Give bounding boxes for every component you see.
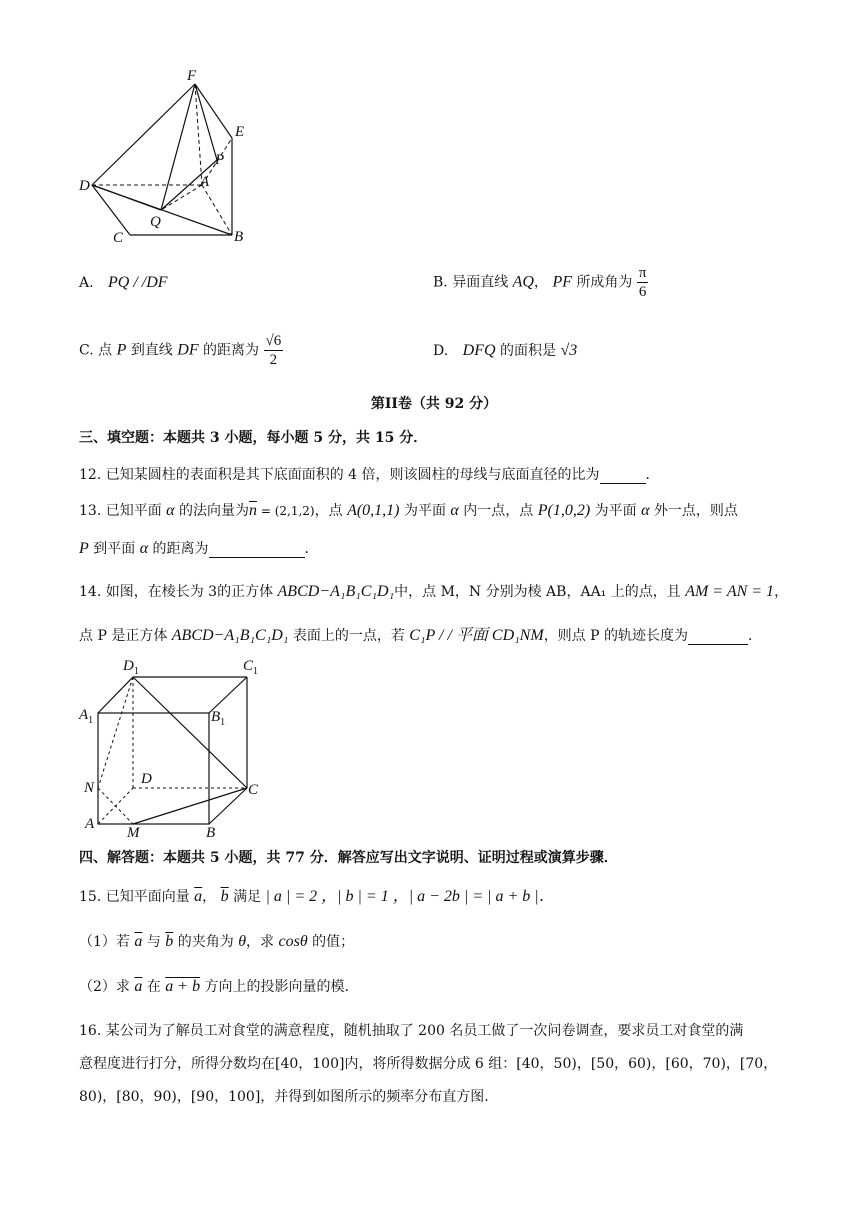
q15-text: 满足: [233, 889, 262, 905]
label-N: N: [84, 780, 95, 796]
section-4-title: 四、解答题：本题共 5 小题，共 77 分．解答应写出文字说明、证明过程或演算步骤．: [79, 850, 618, 866]
option-b-sep: ，: [533, 274, 548, 291]
option-c-expr: DF: [177, 341, 199, 359]
label-A: A: [85, 816, 95, 832]
label-F: F: [187, 68, 197, 84]
option-b-text2: 所成角为: [576, 274, 633, 291]
answer-blank[interactable]: [600, 469, 646, 484]
q13-point-p: P(1,0,2): [537, 502, 591, 519]
q15-text: 的值；: [312, 934, 355, 950]
q15-condition: | a | = 2 ，| b | = 1 ，| a − 2b | = | a + b |．: [265, 888, 555, 905]
q13-text: 13. 已知平面: [79, 503, 162, 519]
q15-text: 与: [146, 934, 161, 950]
q15-text: （1）若: [79, 934, 130, 950]
question-13-line1: [79, 502, 738, 520]
q13-end: ．: [304, 541, 319, 557]
q12-end: ．: [645, 467, 660, 483]
label-C: C: [248, 782, 259, 798]
option-a-expr: PQ / /DF: [108, 274, 168, 291]
q13-text: 为平面: [594, 503, 637, 519]
q14-text: 中，点 M，N 分别为棱 AB，AA₁ 上的点，且: [394, 584, 681, 600]
q15-text: ，求: [246, 934, 275, 950]
q15-text: 的夹角为: [177, 934, 234, 950]
option-c-text: 点: [98, 342, 113, 359]
option-d-expr: DFQ: [462, 342, 496, 359]
question-15-part1: [79, 933, 354, 951]
question-16-line1: 16. 某公司为了解员工对食堂的满意程度，随机抽取了 200 名员工做了一次问卷调查，要求员工对食堂的满: [79, 1023, 744, 1039]
q13-text: ，点: [314, 503, 343, 519]
label-Q: Q: [150, 214, 161, 230]
figure-pyramid: [70, 60, 270, 260]
option-d: [433, 342, 577, 360]
vec-a: $\overline{a}$: [134, 933, 143, 950]
question-14-line2: [79, 627, 762, 645]
q13-alpha: α: [166, 502, 175, 519]
q13-text: 内一点，点: [463, 503, 534, 519]
q15-cos: cosθ: [278, 933, 308, 950]
answer-blank[interactable]: [688, 630, 748, 645]
section-2-title: 第II卷（共 92 分）: [370, 396, 498, 412]
section-3-title: 三、填空题：本题共 3 小题，每小题 5 分，共 15 分．: [79, 430, 428, 446]
q13-text: 为平面: [403, 503, 446, 519]
q13-text: 的法向量为: [179, 503, 250, 519]
label-C: C: [113, 230, 124, 246]
option-b: [433, 264, 648, 301]
question-13-line2: [79, 540, 319, 558]
label-M: M: [127, 825, 140, 840]
q13-alpha: α: [641, 502, 650, 519]
q13-point-a: A(0,1,1): [347, 502, 400, 519]
question-12: [79, 466, 660, 484]
q14-text: ，: [774, 584, 789, 600]
q14-cond: AM = AN = 1: [685, 583, 775, 600]
option-b-text: 异面直线: [452, 274, 509, 291]
q14-end: ．: [748, 628, 763, 644]
option-d-value: √3: [560, 342, 578, 359]
vec-b: $\overline{b}$: [165, 933, 174, 950]
q14-cube: ABCD−A₁B₁C₁D₁: [171, 627, 289, 644]
option-c-p: P: [116, 341, 127, 359]
frac-num: π: [638, 265, 647, 281]
q13-alpha: α: [139, 540, 149, 557]
option-c: [79, 332, 283, 369]
vec-a: $\overline{a}$: [134, 978, 143, 995]
option-b-expr2: PF: [552, 273, 572, 291]
q14-text: ，则点 P 的轨迹长度为: [543, 628, 689, 644]
q15-theta: θ: [238, 933, 247, 950]
vec-b: $\overline{b}$: [220, 888, 229, 905]
label-D1: $D_1$: [123, 658, 139, 677]
question-15-line1: 15. 已知平面向量 $\overline{a}$， $\overline{b}$ 满足 | a | = 2 ，| b | = 1 ，| a − 2b | = | a + b |．: [79, 888, 555, 905]
label-B: B: [234, 229, 244, 245]
option-b-expr1: AQ: [512, 273, 534, 291]
option-letter: A.: [79, 275, 94, 291]
q15-text: （2）求: [79, 979, 130, 995]
option-a: [79, 274, 168, 292]
label-B1: $B_1$: [211, 709, 226, 728]
q14-text: 14. 如图，在棱长为 3的正方体: [79, 584, 274, 600]
label-D: D: [79, 178, 90, 194]
q15-text: 方向上的投影向量的模.: [204, 979, 349, 995]
label-A: A: [200, 174, 210, 190]
q15-text: 在: [146, 979, 161, 995]
label-A1: $A_1$: [79, 707, 94, 726]
fraction-pi-over-6: [637, 264, 649, 301]
answer-blank[interactable]: [209, 543, 305, 558]
question-16-line3: 80)，[80，90)，[90，100]，并得到如图所示的频率分布直方图.: [79, 1089, 489, 1105]
q13-text: 到平面: [93, 541, 136, 557]
q12-text: 12. 已知某圆柱的表面积是其下底面面积的 4 倍，则该圆柱的母线与底面直径的比为: [79, 467, 600, 483]
label-C1: $C_1$: [243, 658, 259, 677]
figure-cube: [75, 655, 275, 840]
q14-text: 表面上的一点，若: [292, 628, 405, 644]
q14-parallel: C₁P / / 平面 CD₁NM: [409, 627, 544, 644]
question-15-part2: [79, 978, 349, 996]
frac-num: √6: [265, 333, 282, 349]
label-E: E: [235, 124, 245, 140]
fraction-sqrt6-over-2: [264, 332, 284, 369]
q15-text: 15. 已知平面向量: [79, 889, 190, 905]
q14-text: 点 P 是正方体: [79, 628, 168, 644]
q13-nval: = (2,1,2): [257, 504, 315, 518]
vec-a-plus-b: a + b: [165, 978, 201, 995]
option-letter: C.: [79, 342, 94, 359]
vec-a: $\overline{a}$: [194, 888, 203, 905]
q13-p: P: [79, 540, 89, 557]
label-P: P: [215, 152, 225, 168]
option-letter: B.: [433, 274, 448, 291]
frac-den: 6: [638, 284, 647, 300]
option-c-text3: 的距离为: [203, 342, 260, 359]
question-14-line1: [79, 583, 788, 601]
q13-nvec: $\overline{n}$: [249, 502, 258, 519]
option-d-text: 的面积是: [499, 343, 556, 359]
frac-den: 2: [269, 352, 278, 368]
q13-text: 的距离为: [152, 541, 209, 557]
q14-cube: ABCD−A₁B₁C₁D₁: [277, 583, 395, 600]
option-letter: D.: [433, 343, 449, 359]
question-16-line2: 意程度进行打分，所得分数均在[40，100]内，将所得数据分成 6 组：[40，50)，[50，60)，[60，70)，[70，: [79, 1056, 778, 1072]
option-c-text2: 到直线: [130, 342, 173, 359]
q13-text: 外一点，则点: [653, 503, 738, 519]
label-D: D: [141, 771, 152, 787]
label-B: B: [206, 825, 216, 840]
q13-alpha: α: [450, 502, 459, 519]
